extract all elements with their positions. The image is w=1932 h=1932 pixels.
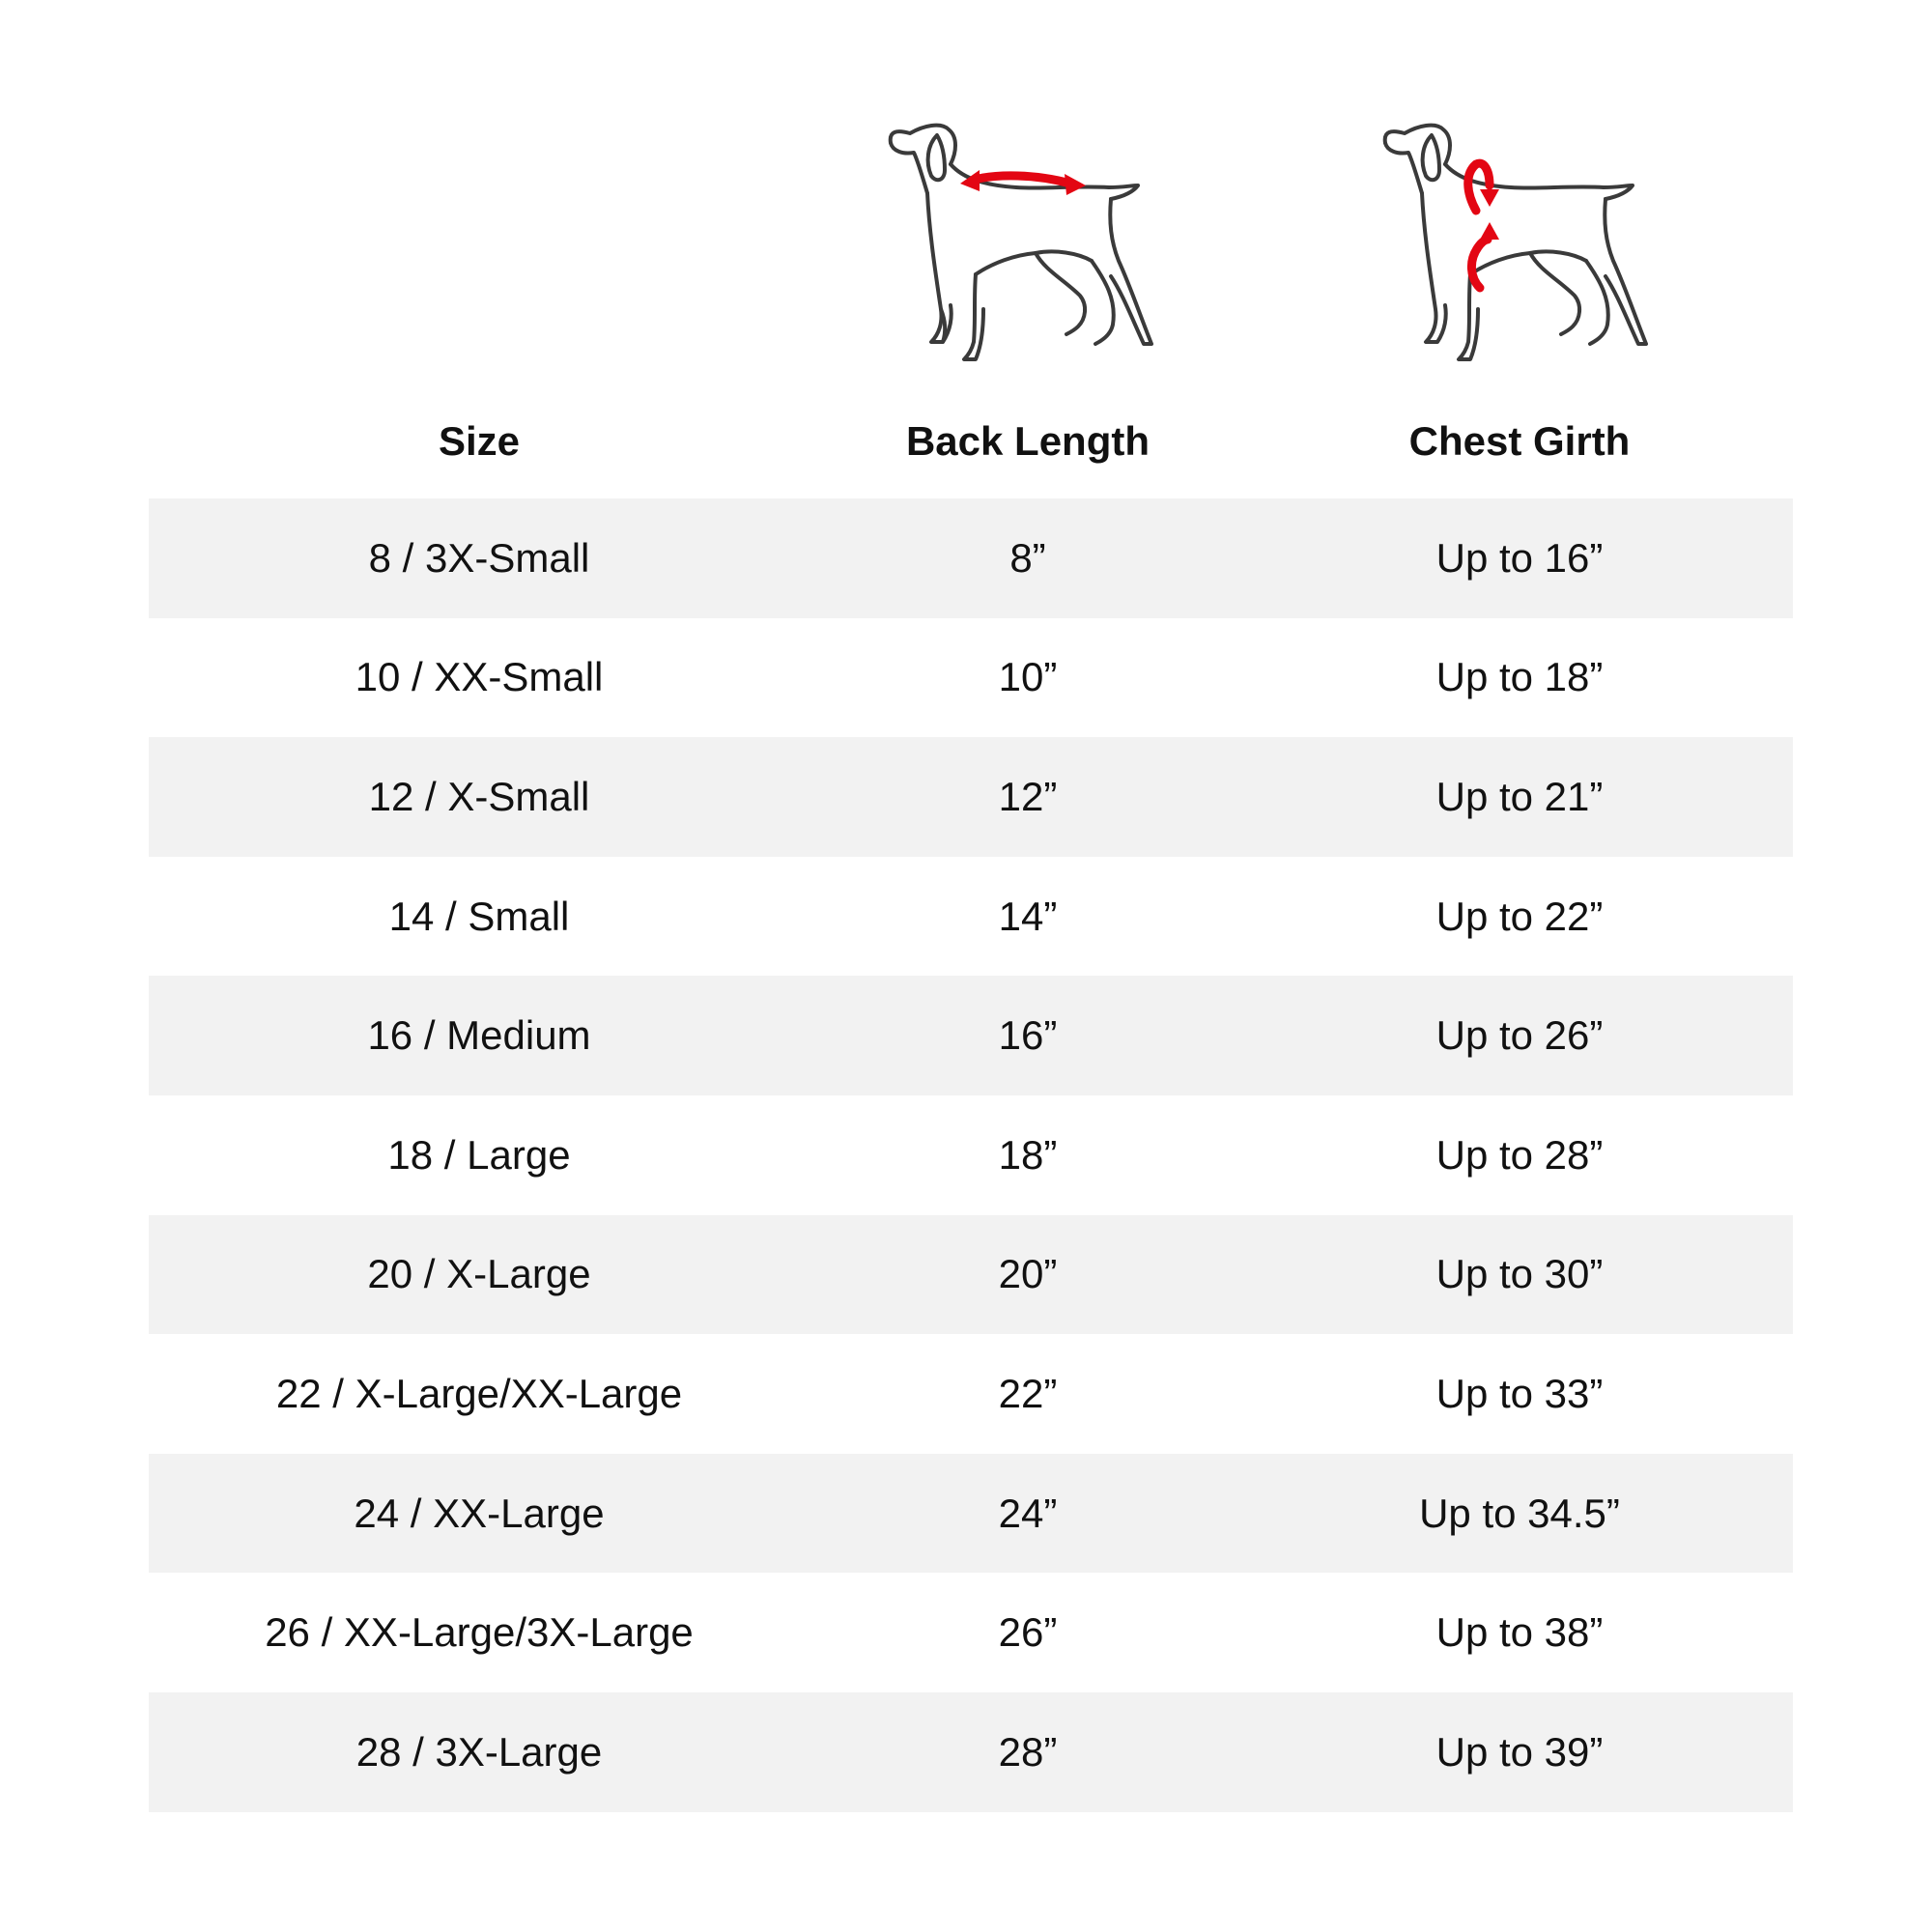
chest-girth-cell: Up to 22” [1435,893,1604,939]
header-back-length: Back Length [905,418,1151,464]
table-row [149,857,1793,977]
table-row [149,618,1793,738]
chest-girth-cell: Up to 26” [1435,1012,1604,1059]
size-cell: 10 / XX-Small [355,654,604,700]
size-cell: 12 / X-Small [368,773,590,819]
back-length-cell: 14” [998,893,1058,939]
table-row [149,1573,1793,1692]
back-length-cell: 12” [998,773,1058,819]
size-cell: 8 / 3X-Small [368,534,590,581]
back-length-cell: 18” [998,1131,1058,1178]
dog-chest-girth-icon [1376,116,1656,377]
back-length-cell: 24” [998,1490,1058,1536]
chest-girth-cell: Up to 28” [1435,1131,1604,1178]
back-length-cell: 20” [998,1251,1058,1297]
chest-girth-cell: Up to 21” [1435,773,1604,819]
size-cell: 22 / X-Large/XX-Large [275,1370,683,1416]
size-cell: 18 / Large [387,1131,571,1178]
chest-girth-cell: Up to 34.5” [1419,1490,1620,1536]
table-row [149,1215,1793,1335]
header-chest-girth: Chest Girth [1408,418,1631,464]
header-size: Size [438,418,521,464]
measurement-icons [0,116,1932,377]
back-length-cell: 10” [998,654,1058,700]
chest-girth-cell: Up to 16” [1435,534,1604,581]
size-cell: 20 / X-Large [367,1251,591,1297]
size-cell: 16 / Medium [367,1012,591,1059]
size-cell: 28 / 3X-Large [355,1728,603,1775]
chest-girth-cell: Up to 33” [1435,1370,1604,1416]
dog-back-length-icon [881,116,1161,377]
size-cell: 24 / XX-Large [354,1490,605,1536]
table-row [149,1334,1793,1454]
chest-girth-cell: Up to 39” [1435,1728,1604,1775]
back-length-cell: 28” [998,1728,1058,1775]
table-row [149,1095,1793,1215]
table-row [149,1454,1793,1574]
chest-girth-cell: Up to 18” [1435,654,1604,700]
table-header [149,406,1793,477]
size-cell: 26 / XX-Large/3X-Large [265,1609,694,1656]
table-row [149,737,1793,857]
table-row [149,498,1793,618]
chest-girth-cell: Up to 38” [1435,1609,1604,1656]
back-length-cell: 26” [998,1609,1058,1656]
back-length-cell: 8” [1009,534,1046,581]
table-row [149,976,1793,1095]
back-length-cell: 22” [998,1370,1058,1416]
chest-girth-cell: Up to 30” [1435,1251,1604,1297]
back-length-cell: 16” [998,1012,1058,1059]
size-cell: 14 / Small [388,893,570,939]
size-table [149,498,1793,1812]
table-row [149,1692,1793,1812]
